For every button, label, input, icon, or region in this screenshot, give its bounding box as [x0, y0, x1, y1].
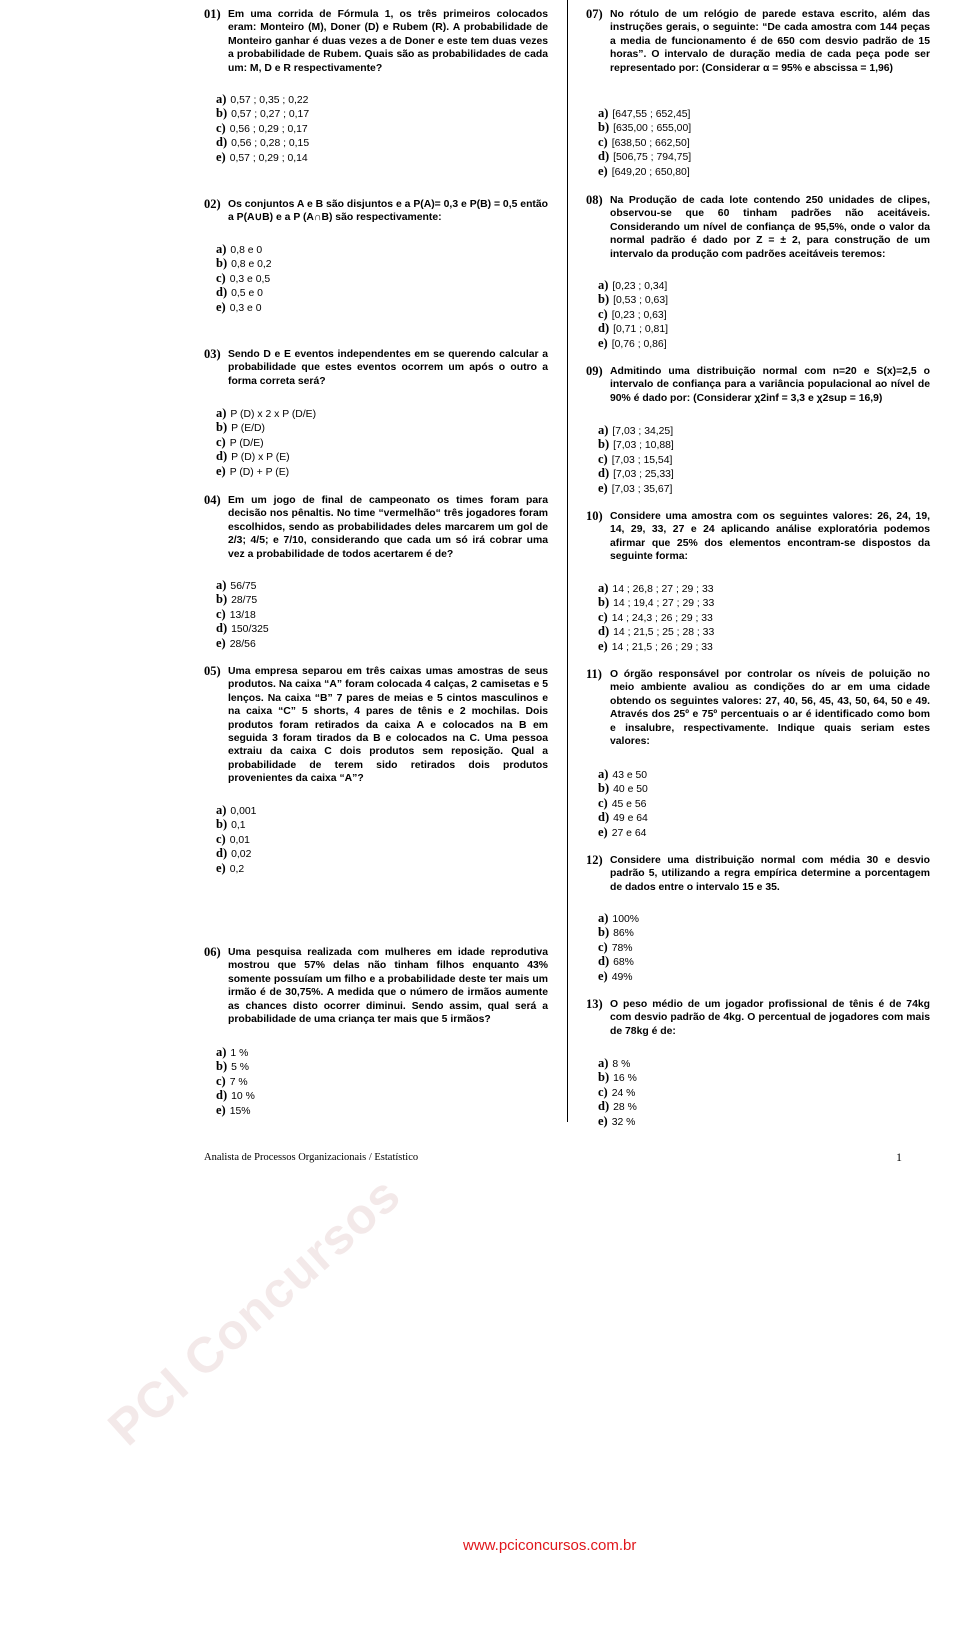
- answer-option[interactable]: [216, 243, 272, 257]
- question-number: 09): [586, 364, 603, 378]
- option-text: P (D) x P (E): [231, 452, 290, 464]
- question-text: Os conjuntos A e B são disjuntos e a P(A)= 0,3 e P(B) = 0,5 então a P(A∪B) e a P (A∩B) são respectivamente:: [228, 199, 548, 224]
- answer-options: [216, 243, 272, 315]
- option-letter: a): [598, 278, 609, 292]
- answer-option[interactable]: [216, 1075, 255, 1089]
- answer-option[interactable]: [598, 768, 648, 782]
- answer-option[interactable]: [598, 811, 648, 825]
- option-letter: c): [598, 609, 608, 624]
- option-text: [506,75 ; 794,75]: [613, 152, 692, 164]
- option-letter: a): [598, 106, 609, 120]
- option-text: [638,50 ; 662,50]: [611, 137, 690, 149]
- option-letter: b): [216, 817, 228, 832]
- option-text: [649,20 ; 650,80]: [611, 166, 690, 178]
- question-number: 10): [586, 509, 603, 523]
- answer-option[interactable]: [216, 1089, 255, 1103]
- answer-option[interactable]: [598, 1115, 637, 1129]
- option-text: 0,8 e 0: [230, 245, 263, 256]
- option-letter: b): [216, 256, 228, 271]
- option-letter: d): [598, 149, 610, 164]
- option-text: 43 e 50: [612, 770, 648, 781]
- option-text: [7,03 ; 34,25]: [612, 426, 674, 437]
- answer-option[interactable]: [598, 955, 639, 969]
- option-text: 0,8 e 0,2: [231, 259, 272, 271]
- option-letter: e): [598, 480, 608, 495]
- question: [586, 510, 930, 564]
- option-text: 0,3 e 0,5: [229, 273, 271, 285]
- option-letter: e): [216, 635, 226, 650]
- option-text: 0,5 e 0: [231, 288, 263, 300]
- question-header: [586, 8, 930, 75]
- answer-option[interactable]: [216, 407, 316, 421]
- answer-option[interactable]: [598, 912, 639, 926]
- option-text: 68%: [613, 957, 634, 969]
- option-letter: b): [216, 420, 228, 435]
- question: [586, 854, 930, 894]
- option-letter: b): [598, 437, 610, 452]
- answer-option[interactable]: [598, 926, 639, 940]
- answer-option[interactable]: [598, 611, 714, 625]
- question-header: [204, 348, 548, 388]
- question-number: 04): [204, 493, 221, 507]
- answer-option[interactable]: [216, 637, 269, 651]
- question: [204, 494, 548, 561]
- answer-options: [216, 1046, 255, 1118]
- option-letter: a): [598, 767, 609, 781]
- question-text: Na Produção de cada lote contendo 250 unidades de clipes, observou-se que 60 tinham padrões não aceitáveis. Considerando um nível de confiança de 95,5%, onde o valor da normal padrão é dado por Z = ± 2, para construção de um intervalo da produção com padrões aceitáveis teremos:: [610, 195, 930, 260]
- answer-option[interactable]: [598, 424, 674, 438]
- option-text: 0,56 ; 0,28 ; 0,15: [231, 138, 310, 150]
- answer-option[interactable]: [598, 1086, 637, 1100]
- answer-option[interactable]: [598, 453, 674, 467]
- option-letter: d): [598, 624, 610, 639]
- question-text: No rótulo de um relógio de parede estava escrito, além das instruções gerais, o seguinte: “De cada amostra com 144 peças a media de funcionamento é de 650 com desvio padrão de 15 horas”. O intervalo de duração media de cada peça pode ser representado por: (Considerar α = 95% e abscissa = 1,96): [610, 9, 930, 74]
- option-letter: d): [216, 621, 228, 636]
- answer-option[interactable]: [598, 1071, 637, 1085]
- option-letter: e): [598, 1113, 608, 1128]
- option-text: 13/18: [229, 609, 256, 621]
- question: [586, 8, 930, 75]
- option-letter: b): [598, 781, 610, 796]
- option-letter: c): [598, 451, 608, 466]
- watermark: PCI Concursos: [97, 1165, 412, 1456]
- option-text: 14 ; 26,8 ; 27 ; 29 ; 33: [612, 584, 714, 595]
- answer-option[interactable]: [216, 301, 272, 315]
- option-letter: c): [598, 306, 608, 321]
- option-text: 0,2: [229, 863, 245, 875]
- option-text: 14 ; 21,5 ; 25 ; 28 ; 33: [613, 627, 715, 639]
- option-text: [7,03 ; 10,88]: [613, 440, 674, 452]
- answer-option[interactable]: [216, 1060, 255, 1074]
- question-text: Considere uma distribuição normal com média 30 e desvio padrão 5, utilizando a regra empírica determine a porcentagem de dados entre o intervalo 15 e 35.: [610, 855, 930, 893]
- option-letter: a): [598, 1056, 609, 1070]
- question-number: 05): [204, 664, 221, 678]
- option-letter: c): [216, 434, 226, 449]
- option-text: 0,3 e 0: [229, 302, 262, 314]
- question-header: [586, 194, 930, 261]
- option-letter: d): [216, 135, 228, 150]
- answer-option[interactable]: [216, 818, 256, 832]
- answer-option[interactable]: [598, 782, 648, 796]
- option-letter: a): [598, 581, 609, 595]
- option-text: [0,71 ; 0,81]: [613, 324, 669, 336]
- option-text: P (E/D): [231, 423, 265, 435]
- answer-option[interactable]: [598, 293, 668, 307]
- option-text: 15%: [229, 1105, 251, 1117]
- option-letter: b): [598, 595, 610, 610]
- option-letter: e): [216, 1102, 226, 1117]
- question-header: [204, 198, 548, 225]
- option-letter: e): [598, 968, 608, 983]
- option-letter: c): [216, 1073, 226, 1088]
- question-number: 07): [586, 7, 603, 21]
- option-text: [635,00 ; 655,00]: [613, 123, 692, 135]
- site-link[interactable]: www.pciconcursos.com.br: [463, 1537, 637, 1554]
- option-letter: b): [216, 106, 228, 121]
- footer-title: Analista de Processos Organizacionais / Estatístico: [204, 1152, 419, 1163]
- option-letter: a): [598, 423, 609, 437]
- answer-option[interactable]: [216, 436, 316, 450]
- option-text: 0,56 ; 0,29 ; 0,17: [229, 123, 308, 135]
- answer-option[interactable]: [216, 107, 309, 121]
- option-letter: e): [216, 463, 226, 478]
- question-text: Admitindo uma distribuição normal com n=20 e S(x)=2,5 o intervalo de confiança para a variância populacional ao nível de 90% é dado por: (Considerar χ2inf = 3,3 e χ2sup = 16,9): [610, 366, 930, 404]
- option-text: 8 %: [612, 1059, 631, 1070]
- answer-options: [598, 107, 691, 179]
- option-letter: b): [598, 925, 610, 940]
- option-text: 0,57 ; 0,27 ; 0,17: [231, 109, 310, 121]
- answer-option[interactable]: [598, 337, 668, 351]
- option-text: P (D) + P (E): [229, 466, 290, 478]
- answer-option[interactable]: [598, 136, 691, 150]
- answer-option[interactable]: [216, 122, 309, 136]
- answer-option[interactable]: [216, 579, 269, 593]
- answer-option[interactable]: [216, 833, 256, 847]
- option-letter: a): [216, 803, 227, 817]
- answer-option[interactable]: [598, 582, 714, 596]
- answer-options: [216, 93, 309, 165]
- option-letter: b): [598, 120, 610, 135]
- option-text: 150/325: [231, 624, 269, 636]
- answer-option[interactable]: [598, 1100, 637, 1114]
- option-text: 7 %: [229, 1076, 248, 1088]
- option-text: 5 %: [231, 1062, 250, 1074]
- option-text: 0,57 ; 0,35 ; 0,22: [230, 95, 309, 106]
- answer-option[interactable]: [598, 107, 691, 121]
- option-text: [7,03 ; 25,33]: [613, 469, 674, 481]
- option-text: 56/75: [230, 581, 257, 592]
- answer-option[interactable]: [598, 797, 648, 811]
- option-text: 16 %: [613, 1073, 637, 1085]
- option-text: [0,23 ; 0,63]: [611, 309, 667, 321]
- option-text: 100%: [612, 914, 639, 925]
- option-text: 27 e 64: [611, 827, 647, 839]
- question: [586, 998, 930, 1038]
- answer-option[interactable]: [598, 1057, 637, 1071]
- answer-option[interactable]: [598, 482, 674, 496]
- question-number: 12): [586, 853, 603, 867]
- option-letter: e): [598, 163, 608, 178]
- answer-option[interactable]: [598, 970, 639, 984]
- column-divider: [567, 0, 568, 1122]
- answer-options: [598, 912, 639, 984]
- option-letter: a): [216, 92, 227, 106]
- option-text: 1 %: [230, 1048, 249, 1059]
- option-text: 78%: [611, 942, 633, 954]
- answer-option[interactable]: [598, 150, 691, 164]
- question-text: Sendo D e E eventos independentes em se querendo calcular a probabilidade que estes eventos ocorrem um após o outro a forma correta será?: [228, 349, 548, 387]
- option-text: 14 ; 19,4 ; 27 ; 29 ; 33: [613, 598, 715, 610]
- answer-option[interactable]: [598, 941, 639, 955]
- option-letter: d): [216, 846, 228, 861]
- question: [586, 365, 930, 405]
- question: [204, 8, 548, 75]
- question-text: Uma empresa separou em três caixas umas amostras de seus produtos. Na caixa “A” foram colocada 4 calças, 2 camisetas e 5 lenços. Na caixa “B” 7 pares de meias e 5 cintos masculinos e na caixa “C” 5 shorts, 4 pares de tênis e 2 mochilas. Dois produtos foram retirados da caixa A e colocados na B em seguida 3 foram tirados da B e colocados na C. Uma pessoa extraiu da caixa C dois produtos sem reposição. Qual a probabilidade de terem sido retirados dois produtos provenientes da caixa “A”?: [228, 666, 548, 785]
- question: [204, 198, 548, 225]
- answer-option[interactable]: [598, 308, 668, 322]
- option-letter: c): [598, 795, 608, 810]
- option-letter: e): [598, 638, 608, 653]
- option-letter: c): [598, 134, 608, 149]
- option-text: 49%: [611, 971, 633, 983]
- option-text: 28/75: [231, 595, 258, 607]
- answer-option[interactable]: [216, 151, 309, 165]
- answer-option[interactable]: [598, 625, 714, 639]
- option-letter: e): [216, 860, 226, 875]
- option-text: 28/56: [229, 638, 256, 650]
- question: [204, 665, 548, 786]
- option-text: [7,03 ; 15,54]: [611, 454, 673, 466]
- answer-option[interactable]: [216, 421, 316, 435]
- question-number: 02): [204, 197, 221, 211]
- answer-option[interactable]: [216, 136, 309, 150]
- answer-options: [216, 407, 316, 479]
- answer-option[interactable]: [598, 279, 668, 293]
- option-text: 0,57 ; 0,29 ; 0,14: [229, 152, 308, 164]
- question-header: [204, 8, 548, 75]
- answer-option[interactable]: [216, 593, 269, 607]
- answer-option[interactable]: [598, 596, 714, 610]
- question-text: Considere uma amostra com os seguintes valores: 26, 24, 19, 14, 29, 33, 27 e 24 aplicando análise exploratória podemos afirmar que 25% dos elementos encontram-se dispostos da seguinte forma:: [610, 511, 930, 563]
- option-letter: b): [598, 1070, 610, 1085]
- option-letter: d): [216, 1088, 228, 1103]
- option-letter: d): [598, 321, 610, 336]
- answer-option[interactable]: [598, 467, 674, 481]
- answer-option[interactable]: [216, 608, 269, 622]
- option-letter: d): [598, 1099, 610, 1114]
- option-letter: d): [598, 810, 610, 825]
- option-letter: e): [216, 149, 226, 164]
- option-text: 32 %: [611, 1116, 636, 1128]
- question-text: O peso médio de um jogador profissional de tênis é de 74kg com desvio padrão de 4kg. O percentual de jogadores com mais de 78kg é de:: [610, 999, 930, 1037]
- answer-option[interactable]: [216, 847, 256, 861]
- question-header: [204, 665, 548, 786]
- option-letter: c): [216, 120, 226, 135]
- question-header: [204, 494, 548, 561]
- answer-option[interactable]: [598, 640, 714, 654]
- question-header: [586, 998, 930, 1038]
- question-number: 01): [204, 7, 221, 21]
- option-letter: c): [216, 831, 226, 846]
- answer-options: [598, 279, 668, 351]
- page-number: 1: [896, 1150, 902, 1164]
- option-letter: c): [598, 939, 608, 954]
- answer-option[interactable]: [216, 257, 272, 271]
- question-header: [586, 510, 930, 564]
- option-text: P (D/E): [229, 437, 264, 449]
- option-text: 0,001: [230, 806, 257, 817]
- option-letter: a): [598, 911, 609, 925]
- question-text: O órgão responsável por controlar os níveis de poluição no meio ambiente avaliou as condições do ar em uma cidade obtendo os seguintes valores: 27, 40, 56, 45, 43, 50, 64, 50 e 49. Através dos 25º e 75º percentuais o ar é identificado como bom e insalubre, respectivamente. Indique quais seriam estes valores:: [610, 669, 930, 748]
- option-text: 10 %: [231, 1091, 255, 1103]
- answer-option[interactable]: [598, 121, 691, 135]
- option-text: 0,02: [231, 849, 252, 861]
- option-text: [0,53 ; 0,63]: [613, 295, 669, 307]
- option-text: [0,76 ; 0,86]: [611, 338, 667, 350]
- question-number: 06): [204, 945, 221, 959]
- question-text: Em uma corrida de Fórmula 1, os três primeiros colocados eram: Monteiro (M), Doner (D) e Rubem (R). A probabilidade de Monteiro ganhar é duas vezes a de Doner e este tem duas vezes a probabilidade de Rubem. Quais são as probabilidades de cada um: M, D e R respectivamente?: [228, 9, 548, 74]
- answer-options: [216, 579, 269, 651]
- answer-option[interactable]: [216, 93, 309, 107]
- answer-options: [216, 804, 256, 876]
- answer-option[interactable]: [598, 826, 648, 840]
- answer-option[interactable]: [216, 286, 272, 300]
- option-text: 86%: [613, 928, 634, 940]
- option-text: [0,23 ; 0,34]: [612, 281, 668, 292]
- answer-option[interactable]: [216, 622, 269, 636]
- question-header: [586, 854, 930, 894]
- answer-option[interactable]: [598, 322, 668, 336]
- question-text: Em um jogo de final de campeonato os times foram para decisão nos pênaltis. No time “vermelhão“ três jogadores foram escolhidos, sendo as probabilidades deles marcarem um gol de 2/3; 4/5; e 7/10, considerando que cada um só irá cobrar uma vez a probabilidade de todos acertarem é de?: [228, 495, 548, 560]
- option-letter: c): [216, 606, 226, 621]
- option-letter: a): [216, 578, 227, 592]
- answer-option[interactable]: [216, 450, 316, 464]
- answer-option[interactable]: [216, 272, 272, 286]
- answer-option[interactable]: [598, 165, 691, 179]
- answer-option[interactable]: [216, 1104, 255, 1118]
- option-text: 49 e 64: [613, 813, 648, 825]
- option-text: 0,01: [229, 834, 250, 846]
- question-number: 11): [586, 667, 602, 681]
- question: [586, 668, 930, 748]
- answer-options: [598, 424, 674, 496]
- answer-option[interactable]: [598, 438, 674, 452]
- option-letter: e): [598, 824, 608, 839]
- answer-options: [598, 1057, 637, 1129]
- option-text: [647,55 ; 652,45]: [612, 109, 691, 120]
- option-letter: b): [598, 292, 610, 307]
- question-number: 03): [204, 347, 221, 361]
- answer-options: [598, 768, 648, 840]
- option-letter: d): [216, 285, 228, 300]
- question-header: [204, 946, 548, 1026]
- option-letter: d): [598, 466, 610, 481]
- option-text: 45 e 56: [611, 798, 647, 810]
- question-header: [586, 365, 930, 405]
- option-text: 24 %: [611, 1087, 636, 1099]
- option-letter: a): [216, 406, 227, 420]
- option-text: 0,1: [231, 820, 246, 832]
- option-letter: c): [598, 1084, 608, 1099]
- option-text: 28 %: [613, 1102, 637, 1114]
- option-letter: e): [216, 299, 226, 314]
- question: [204, 348, 548, 388]
- option-text: 14 ; 21,5 ; 26 ; 29 ; 33: [611, 641, 713, 653]
- option-letter: c): [216, 270, 226, 285]
- question: [586, 194, 930, 261]
- option-text: 14 ; 24,3 ; 26 ; 29 ; 33: [611, 612, 713, 624]
- answer-option[interactable]: [216, 1046, 255, 1060]
- option-letter: d): [598, 954, 610, 969]
- question-header: [586, 668, 930, 748]
- answer-option[interactable]: [216, 862, 256, 876]
- option-letter: b): [216, 592, 228, 607]
- option-letter: a): [216, 1045, 227, 1059]
- option-text: [7,03 ; 35,67]: [611, 483, 673, 495]
- question-text: Uma pesquisa realizada com mulheres em idade reprodutiva mostrou que 57% delas não tinham filhos enquanto 43% somente possuíam um filho e a probabilidade deste ter mais um irmão é de 30,75%. A medida que o número de irmãos aumente as chances disto ocorrer diminui. Sendo assim, qual será a probabilidade de uma criança ter mais que 5 irmãos?: [228, 947, 548, 1026]
- answer-option[interactable]: [216, 465, 316, 479]
- option-text: 40 e 50: [613, 784, 648, 796]
- option-letter: e): [598, 335, 608, 350]
- option-letter: d): [216, 449, 228, 464]
- answer-options: [598, 582, 714, 654]
- question-number: 08): [586, 193, 603, 207]
- option-letter: b): [216, 1059, 228, 1074]
- answer-option[interactable]: [216, 804, 256, 818]
- option-text: P (D) x 2 x P (D/E): [230, 409, 317, 420]
- option-letter: a): [216, 242, 227, 256]
- question-number: 13): [586, 997, 603, 1011]
- question: [204, 946, 548, 1026]
